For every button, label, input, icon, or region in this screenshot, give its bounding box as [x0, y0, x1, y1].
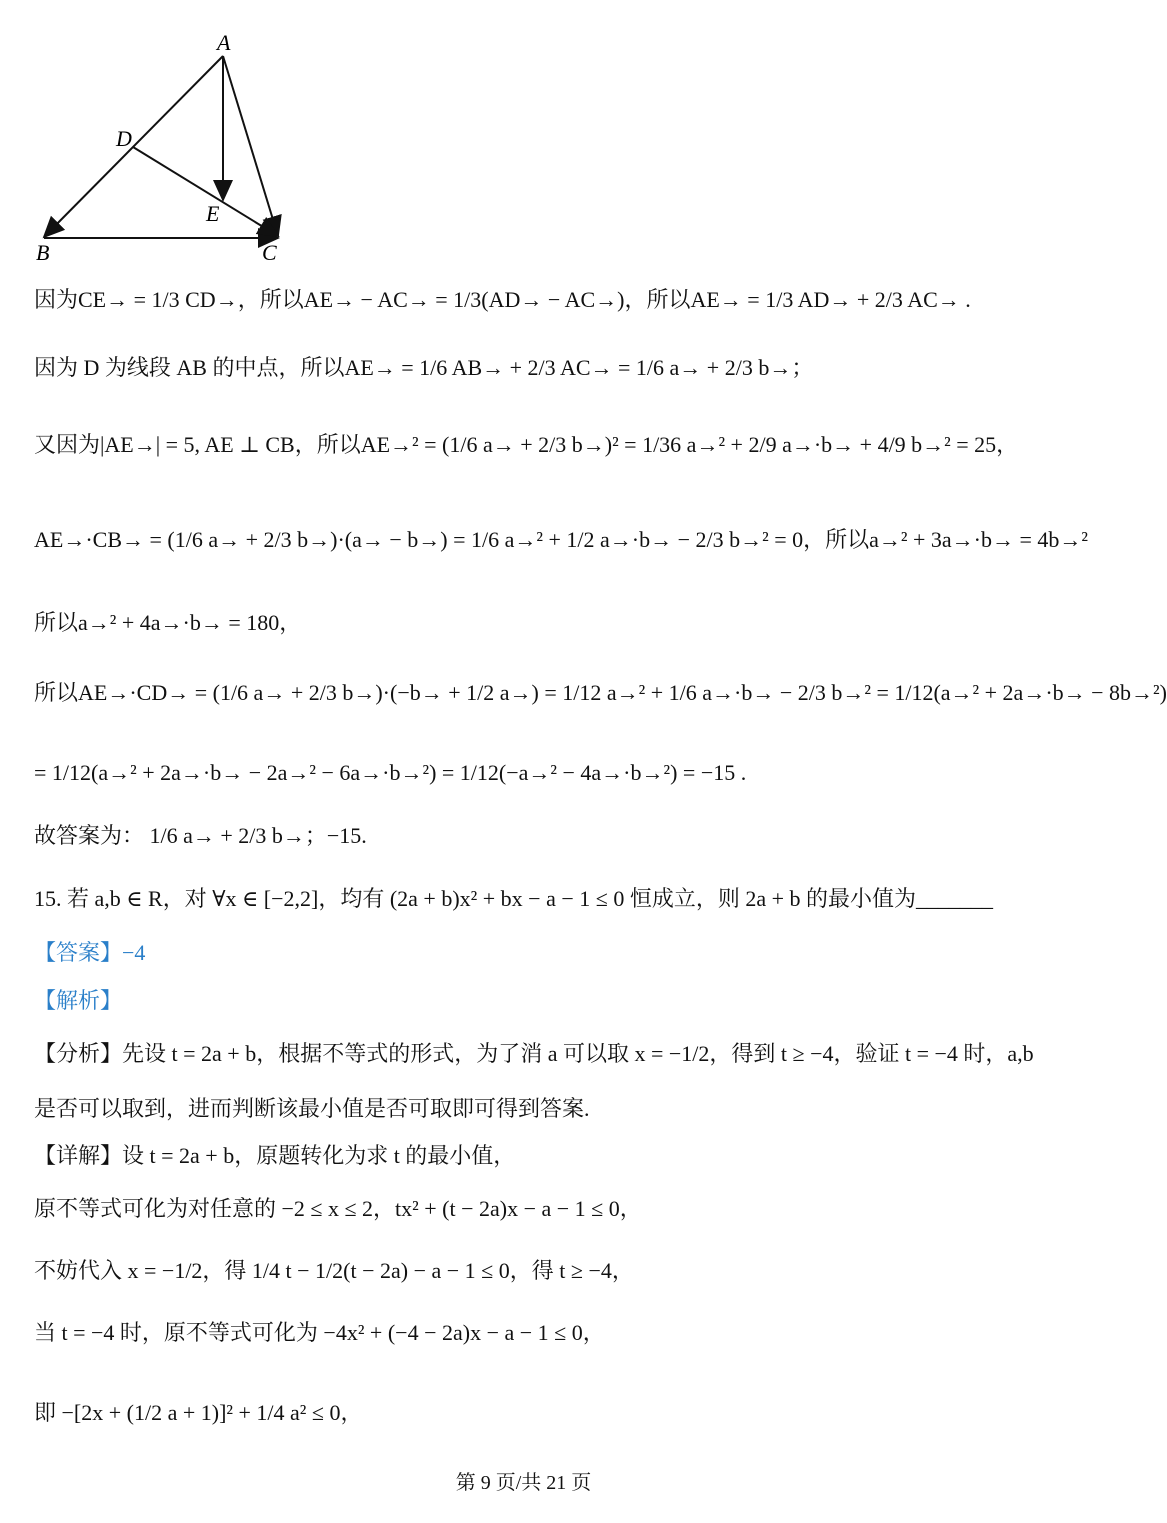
analysis-tag: 【解析】: [34, 988, 123, 1013]
line-5: 所以a→² + 4a→·b→ = 180，: [34, 610, 302, 635]
line-4: AE→·CB→ = (1/6 a→ + 2/3 b→)·(a→ − b→) = 1/6 a→² + 1/2 a→·b→ − 2/3 b→² = 0，所以a→² + 3a→·b→ = 4b→²: [34, 527, 1088, 552]
line-detail-1: 【详解】设 t = 2a + b，原题转化为求 t 的最小值，: [34, 1143, 516, 1168]
line-detail-5: 即 −[2x + (1/2 a + 1)]² + 1/4 a² ≤ 0，: [34, 1400, 363, 1425]
label-A: A: [217, 30, 231, 55]
problem-15: 15. 若 a,b ∈ R，对 ∀x ∈ [−2,2]，均有 (2a + b)x² + bx − a − 1 ≤ 0 恒成立，则 2a + b 的最小值为_______: [34, 886, 993, 911]
triangle-figure: [20, 20, 340, 300]
line-1: 因为CE→ = 1/3 CD→，所以AE→ − AC→ = 1/3(AD→ − AC→)，所以AE→ = 1/3 AD→ + 2/3 AC→ .: [34, 287, 971, 312]
line-3: 又因为|AE→| = 5, AE ⊥ CB，所以AE→² = (1/6 a→ + 2/3 b→)² = 1/36 a→² + 2/9 a→·b→ + 4/9 b→² = 25，: [34, 432, 1019, 457]
line-analysis-1: 【分析】先设 t = 2a + b，根据不等式的形式，为了消 a 可以取 x = −1/2，得到 t ≥ −4，验证 t = −4 时，a,b: [34, 1041, 1034, 1066]
line-detail-4: 当 t = −4 时，原不等式可化为 −4x² + (−4 − 2a)x − a − 1 ≤ 0，: [34, 1320, 605, 1345]
line-2: 因为 D 为线段 AB 的中点，所以AE→ = 1/6 AB→ + 2/3 AC→ = 1/6 a→ + 2/3 b→；: [34, 355, 814, 380]
page-footer: 第 9 页/共 21 页: [455, 1472, 592, 1494]
line-analysis-2: 是否可以取到，进而判断该最小值是否可取即可得到答案.: [34, 1096, 590, 1121]
answer-tag: 【答案】−4: [34, 940, 146, 965]
line-detail-3: 不妨代入 x = −1/2，得 1/4 t − 1/2(t − 2a) − a − 1 ≤ 0，得 t ≥ −4，: [34, 1258, 634, 1283]
line-6: 所以AE→·CD→ = (1/6 a→ + 2/3 b→)·(−b→ + 1/2 a→) = 1/12 a→² + 1/6 a→·b→ − 2/3 b→² = 1/12(a→² + 2a→·b→ − 8b→²): [34, 680, 1167, 705]
label-C: C: [262, 240, 277, 265]
label-D: D: [116, 126, 132, 151]
line-detail-2: 原不等式可化为对任意的 −2 ≤ x ≤ 2，tx² + (t − 2a)x − a − 1 ≤ 0，: [34, 1196, 642, 1221]
line-8: 故答案为： 1/6 a→ + 2/3 b→；−15.: [34, 823, 367, 848]
line-7: = 1/12(a→² + 2a→·b→ − 2a→² − 6a→·b→²) = 1/12(−a→² − 4a→·b→²) = −15 .: [34, 760, 747, 785]
segment-AC: [223, 56, 278, 236]
label-B: B: [36, 240, 50, 265]
label-E: E: [206, 201, 220, 226]
